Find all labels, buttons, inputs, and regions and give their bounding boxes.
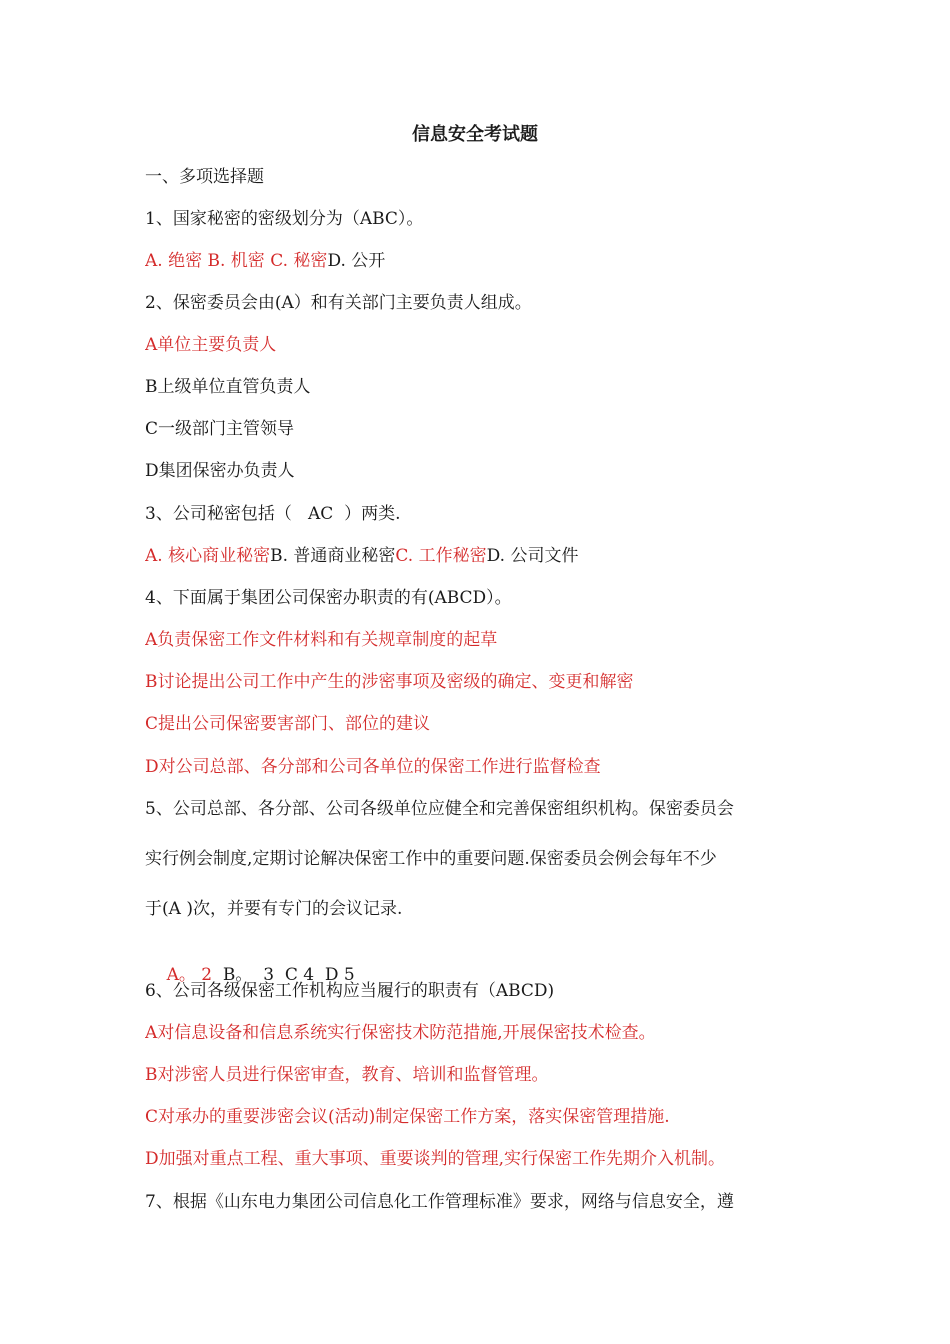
q1-option-c: C. 秘密 [264,251,328,271]
page-title: 信息安全考试题 [412,124,538,145]
q1-option-a: A. 绝密 [145,251,203,271]
question-5-line-2: 实行例会制度,定期讨论解决保密工作中的重要问题.保密委员会例会每年不少 [145,849,717,869]
question-5-line-3: 于(A )次，并要有专门的会议记录. [145,899,403,919]
question-2: 2、保密委员会由(A）和有关部门主要负责人组成。 [145,293,532,313]
question-1: 1、国家秘密的密级划分为（ABC）。 [145,209,424,229]
question-3-options [145,543,810,569]
question-1-options [145,248,810,274]
question-7: 7、根据《山东电力集团公司信息化工作管理标准》要求，网络与信息安全，遵 [145,1192,734,1212]
q6-option-d: D加强对重点工程、重大事项、重要谈判的管理,实行保密工作先期介入机制。 [145,1149,726,1169]
q2-option-b: B上级单位直管负责人 [145,377,311,397]
section-heading: 一、多项选择题 [145,167,264,187]
q4-option-d: D对公司总部、各分部和公司各单位的保密工作进行监督检查 [145,757,601,777]
q2-option-a: A单位主要负责人 [145,335,277,355]
q3-option-a: A. 核心商业秘密 [145,546,271,566]
q3-option-b: B. 普通商业秘密 [270,546,396,566]
q2-option-c: C一级部门主管领导 [145,419,295,439]
q2-option-d: D集团保密办负责人 [145,461,295,481]
q1-option-d: D. 公开 [327,251,386,271]
question-6: 6、公司各级保密工作机构应当履行的职责有（ABCD) [145,981,555,1001]
question-4: 4、下面属于集团公司保密办职责的有(ABCD）。 [145,588,512,608]
q6-option-c: C对承办的重要涉密会议(活动)制定保密工作方案，落实保密管理措施. [145,1107,670,1127]
q5-options-rest: B。 3 C 4 D 5 [212,965,355,985]
q4-option-c: C提出公司保密要害部门、部位的建议 [145,714,431,734]
question-5-line-1: 5、公司总部、各分部、公司各级单位应健全和完善保密组织机构。保密委员会 [145,799,734,819]
q5-option-a: A。 2 [166,965,213,985]
q3-option-c: C. 工作秘密 [395,546,487,566]
q1-option-b: B. 机密 [202,251,265,271]
q6-option-a: A对信息设备和信息系统实行保密技术防范措施,开展保密技术检查。 [145,1023,656,1043]
q4-option-a: A负责保密工作文件材料和有关规章制度的起草 [145,630,498,650]
question-3: 3、公司秘密包括（ AC ）两类. [145,504,401,524]
q3-option-d: D. 公司文件 [486,546,579,566]
q4-option-b: B讨论提出公司工作中产生的涉密事项及密级的确定、变更和解密 [145,672,634,692]
q6-option-b: B对涉密人员进行保密审查，教育、培训和监督管理。 [145,1065,549,1085]
